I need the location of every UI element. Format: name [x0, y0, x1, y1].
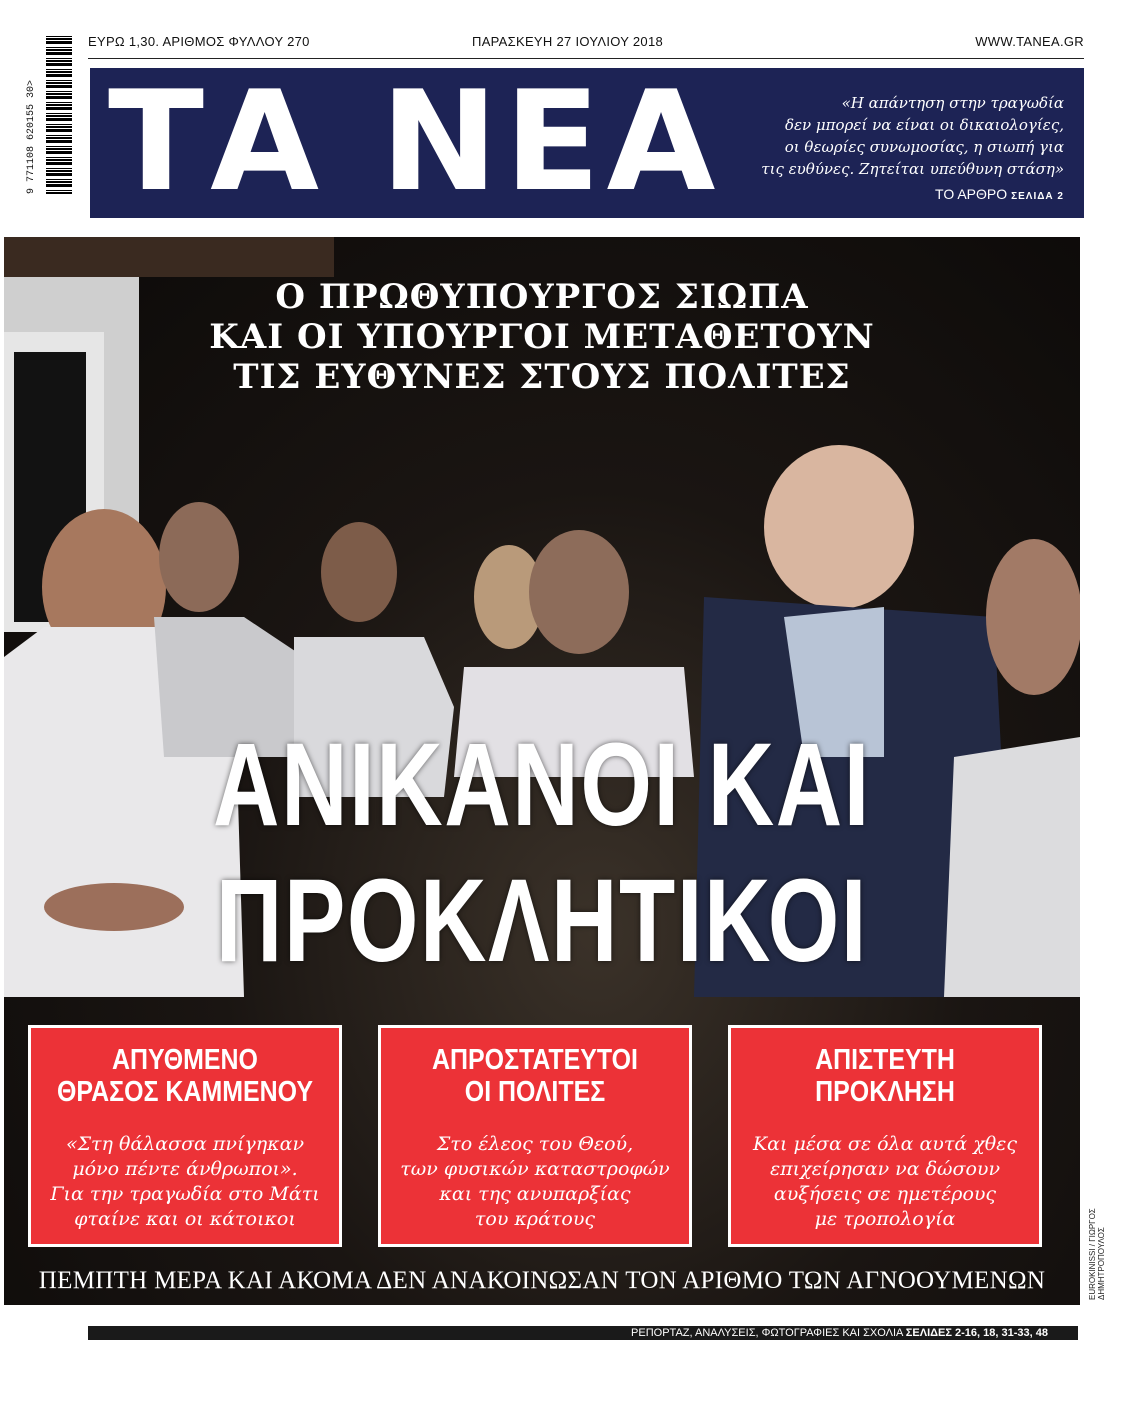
editorial-quote	[704, 92, 1064, 180]
box-title	[403, 1044, 668, 1108]
article-page: ΣΕΛΙΔΑ 2	[1011, 191, 1064, 202]
box-title-line: ΑΠΙΣΤΕΥΤΗ	[815, 1044, 955, 1076]
headline-line: ΠΡΟΚΛΗΤΙΚΟΙ	[215, 855, 869, 987]
cover-photo	[4, 237, 1080, 1305]
article-label: ΤΟ ΑΡΘΡΟ	[935, 186, 1008, 202]
roof	[4, 237, 334, 277]
box-body-line: Και μέσα σε όλα αυτά χθες	[752, 1133, 1017, 1155]
photo-credit: EUROKINISSI / ΓΙΩΡΓΟΣ ΔΗΜΗΤΡΟΠΟΥΛΟΣ	[1088, 1208, 1106, 1300]
box-body-line: του κράτους	[474, 1208, 596, 1230]
subhead-line: ΤΙΣ ΕΥΘΥΝΕΣ ΣΤΟΥΣ ΠΟΛΙΤΕΣ	[233, 357, 851, 397]
box-body-line: αυξήσεις σε ημετέρους	[773, 1183, 997, 1205]
price-issue: ΕΥΡΩ 1,30. ΑΡΙΘΜΟΣ ΦΥΛΛΟΥ 270	[88, 34, 310, 49]
box-body-line: Για την τραγωδία στο Μάτι	[50, 1183, 320, 1205]
cover-footer-line: ΠΕΜΠΤΗ ΜΕΡΑ ΚΑΙ ΑΚΟΜΑ ΔΕΝ ΑΝΑΚΟΙΝΩΣΑΝ ΤΟΝ ΑΡΙΘΜΟ ΤΩΝ ΑΓΝΟΟΥΜΕΝΩΝ	[38, 1267, 1046, 1294]
box-body-line: των φυσικών καταστροφών	[400, 1158, 670, 1180]
main-headline	[122, 717, 961, 989]
box-title-line: ΑΠΥΘΜΕΝΟ	[112, 1044, 258, 1076]
box-title-line: ΑΠΡΟΣΤΑΤΕΥΤΟΙ	[432, 1044, 638, 1076]
headline-line: ΑΝΙΚΑΝΟΙ ΚΑΙ	[213, 719, 871, 851]
box-title-line: ΟΙ ΠΟΛΙΤΕΣ	[464, 1076, 606, 1108]
box-body-line: και της ανυπαρξίας	[439, 1183, 631, 1205]
bottom-label: ΡΕΠΟΡΤΑΖ, ΑΝΑΛΥΣΕΙΣ, ΦΩΤΟΓΡΑΦΙΕΣ ΚΑΙ ΣΧΟΛΙΑ	[631, 1327, 903, 1339]
box-body	[31, 1132, 339, 1232]
top-info-line	[88, 34, 1084, 59]
subhead-line: Ο ΠΡΩΘΥΠΟΥΡΓΟΣ ΣΙΩΠΑ	[275, 277, 809, 317]
box-body-line: Στο έλεος του Θεού,	[436, 1133, 634, 1155]
box-title	[53, 1044, 318, 1108]
box-body	[731, 1132, 1039, 1232]
story-box-citizens[interactable]	[378, 1025, 692, 1247]
issue-date: ΠΑΡΑΣΚΕΥΗ 27 ΙΟΥΛΙΟΥ 2018	[472, 34, 664, 49]
bottom-pages: ΣΕΛΙΔΕΣ 2-16, 18, 31-33, 48	[905, 1327, 1048, 1339]
masthead	[90, 61, 1084, 222]
quote-line: «Η απάντηση στην τραγωδία	[841, 94, 1064, 112]
article-reference	[935, 186, 1064, 202]
story-box-provocation[interactable]	[728, 1025, 1042, 1247]
story-box-kammenos[interactable]	[28, 1025, 342, 1247]
box-body	[381, 1132, 689, 1232]
bottom-bar	[88, 1326, 1078, 1340]
quote-line: οι θεωρίες συνωμοσίας, η σιωπή για	[784, 138, 1064, 156]
box-body-line: «Στη θάλασσα πνίγηκαν	[65, 1133, 304, 1155]
box-body-line: μόνο πέντε άνθρωποι».	[72, 1158, 298, 1180]
cover-subheadline	[4, 277, 1080, 397]
box-title-line: ΘΡΑΣΟΣ ΚΑΜΜΕΝΟΥ	[56, 1076, 314, 1108]
box-title	[753, 1044, 1018, 1108]
box-title-line: ΠΡΟΚΛΗΣΗ	[815, 1076, 955, 1108]
quote-line: τις ευθύνες. Ζητείται υπεύθυνη στάση»	[761, 160, 1064, 178]
barcode	[26, 34, 72, 194]
website-link[interactable]: WWW.TANEA.GR	[975, 34, 1084, 49]
subhead-line: ΚΑΙ ΟΙ ΥΠΟΥΡΓΟΙ ΜΕΤΑΘΕΤΟΥΝ	[209, 317, 875, 357]
barcode-bars	[46, 34, 72, 194]
quote-line: δεν μπορεί να είναι οι δικαιολογίες,	[784, 116, 1064, 134]
box-body-line: επιχείρησαν να δώσουν	[769, 1158, 1001, 1180]
box-body-line: με τροπολογία	[814, 1208, 956, 1230]
box-body-line: φταίνε και οι κάτοικοι	[74, 1208, 296, 1230]
barcode-digits: 9 771108 620155 30>	[26, 79, 37, 194]
newspaper-logo: ΤΑ ΝΕΑ	[108, 61, 722, 222]
